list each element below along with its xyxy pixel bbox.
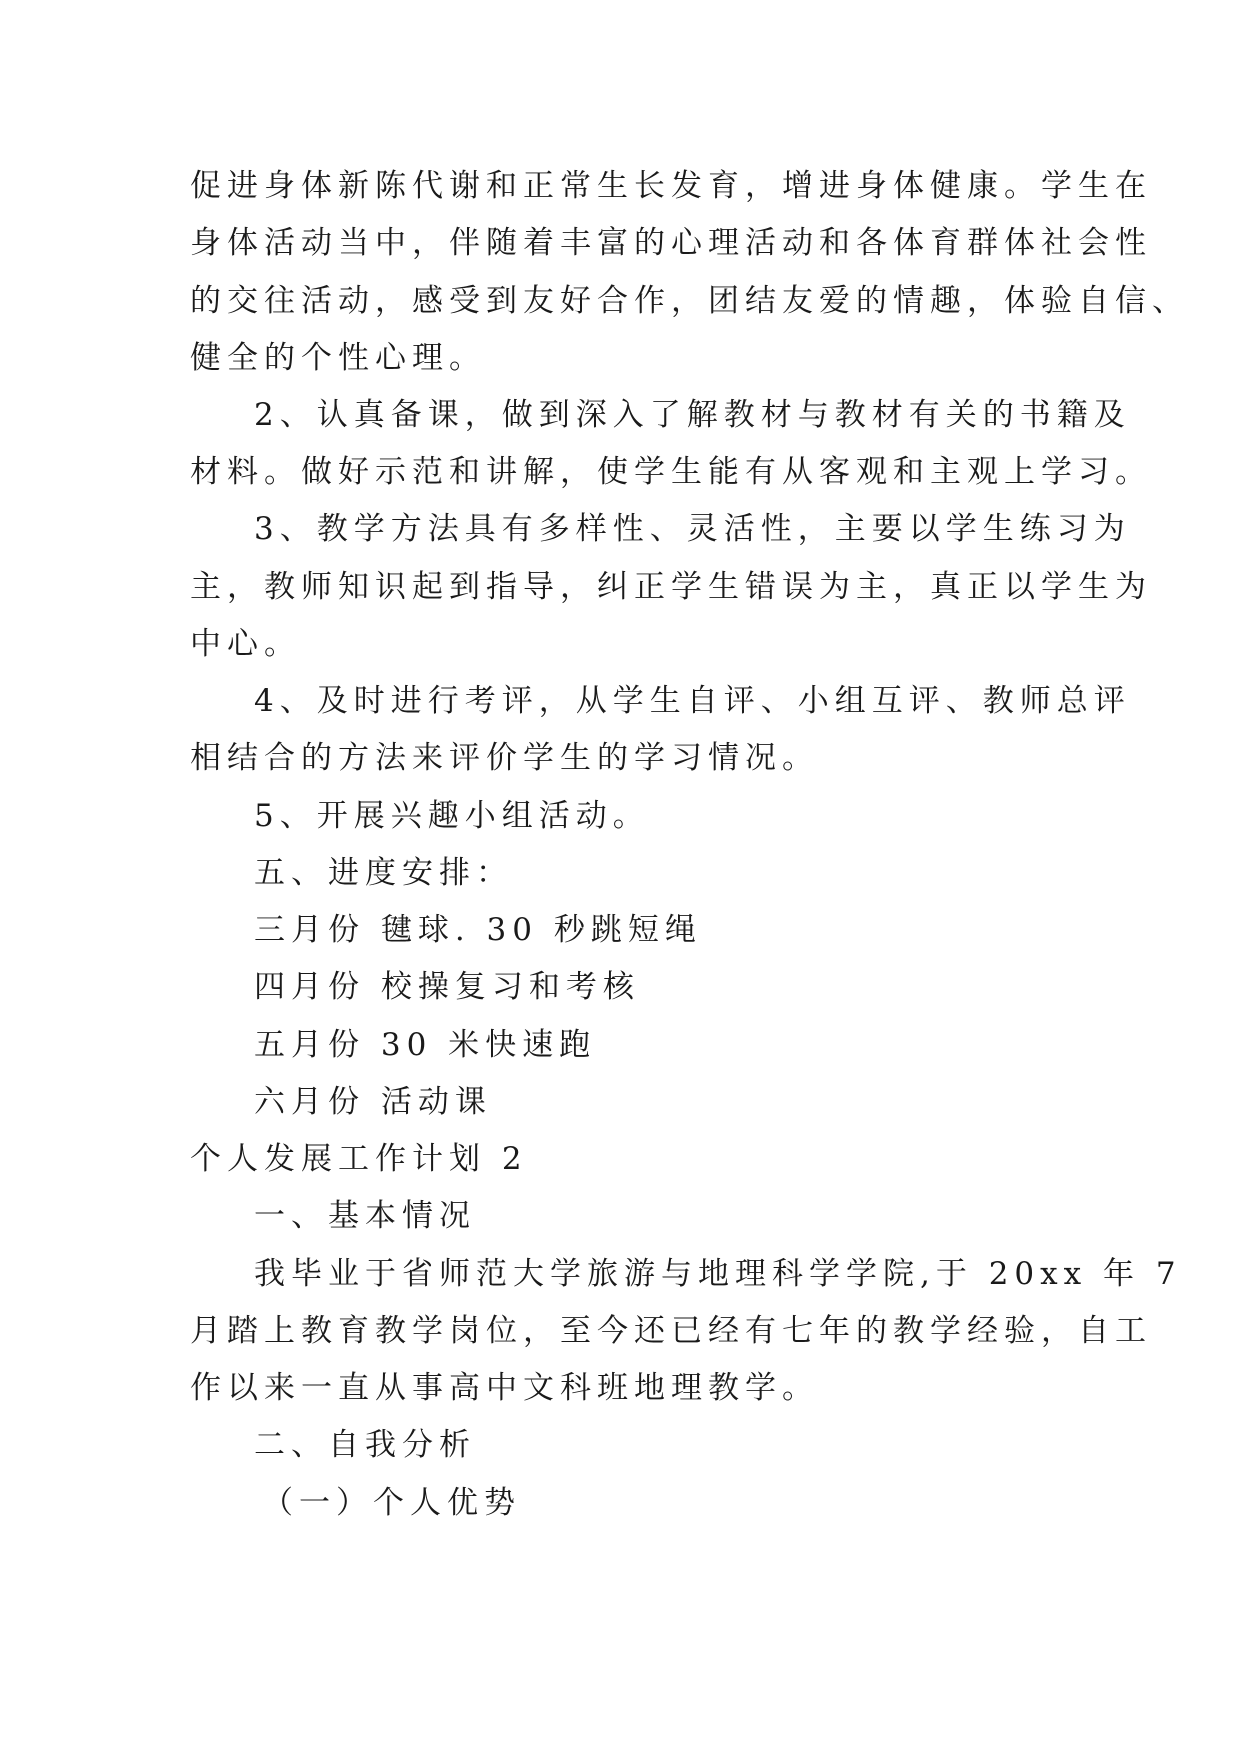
- schedule-item: 三月份 毽球. 30 秒跳短绳: [254, 912, 702, 948]
- schedule-item: 五月份 30 米快速跑: [254, 1027, 597, 1063]
- schedule-item: 六月份 活动课: [254, 1084, 492, 1120]
- paragraph-line: 4、及时进行考评，从学生自评、小组互评、教师总评: [254, 683, 1131, 719]
- section-heading: 一、基本情况: [254, 1198, 476, 1234]
- document-title: 个人发展工作计划 2: [190, 1141, 528, 1177]
- paragraph-line: 月踏上教育教学岗位，至今还已经有七年的教学经验，自工: [190, 1313, 1152, 1349]
- paragraph-line: 3、教学方法具有多样性、灵活性，主要以学生练习为: [254, 511, 1131, 547]
- paragraph-line: 2、认真备课，做到深入了解教材与教材有关的书籍及: [254, 397, 1131, 433]
- paragraph-line: 的交往活动，感受到友好合作，团结友爱的情趣，体验自信、: [190, 283, 1189, 319]
- schedule-item: 四月份 校操复习和考核: [254, 969, 640, 1005]
- paragraph-line: 相结合的方法来评价学生的学习情况。: [190, 740, 819, 776]
- paragraph-line: 我毕业于省师范大学旅游与地理科学学院,于 20xx 年 7: [254, 1256, 1182, 1292]
- paragraph-line: 材料。做好示范和讲解，使学生能有从客观和主观上学习。: [190, 454, 1152, 490]
- paragraph-line: 促进身体新陈代谢和正常生长发育，增进身体健康。学生在: [190, 168, 1152, 204]
- subsection-heading: （一）个人优势: [262, 1485, 521, 1521]
- paragraph-line: 中心。: [190, 626, 301, 662]
- paragraph-line: 健全的个性心理。: [190, 340, 486, 376]
- paragraph-line: 作以来一直从事高中文科班地理教学。: [190, 1370, 819, 1406]
- paragraph-line: 主，教师知识起到指导，纠正学生错误为主，真正以学生为: [190, 569, 1152, 605]
- paragraph-line: 身体活动当中，伴随着丰富的心理活动和各体育群体社会性: [190, 225, 1152, 261]
- section-heading: 二、自我分析: [254, 1427, 476, 1463]
- section-heading: 五、进度安排：: [254, 855, 513, 891]
- paragraph-line: 5、开展兴趣小组活动。: [254, 798, 650, 834]
